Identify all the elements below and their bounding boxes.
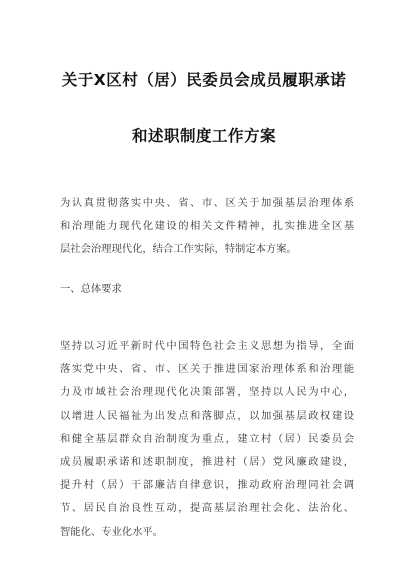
body-line: 节、居民自治良性互动，提高基层治理社会化、法治化、 — [60, 502, 354, 515]
document-title-line-1: 关于X区村（居）民委员会成员履职承诺 — [61, 71, 347, 89]
document-title-line-2: 和述职制度工作方案 — [131, 127, 276, 145]
body-line: 坚持以习近平新时代中国特色社会主义思想为指导，全面 — [60, 340, 354, 352]
body-line: 以增进人民福祉为出发点和落脚点，以加强基层政权建设 — [60, 409, 354, 422]
body-paragraph — [60, 335, 354, 544]
intro-line: 和治理能力现代化建设的相关文件精神，扎实推进全区基 — [60, 220, 354, 232]
intro-paragraph — [60, 192, 354, 261]
body-line: 成员履职承诺和述职制度，推进村（居）党风廉政建设， — [60, 455, 354, 468]
section-heading: 一、总体要求 — [60, 283, 122, 295]
body-line: 落实党中央、省、市、区关于推进国家治理体系和治理能 — [60, 363, 354, 376]
body-line: 力及市域社会治理现代化决策部署，坚持以人民为中心， — [60, 386, 354, 399]
body-line: 智能化、专业化水平。 — [60, 525, 163, 538]
intro-line: 为认真贯彻落实中央、省、市、区关于加强基层治理体系 — [60, 197, 354, 209]
body-line: 提升村（居）干部廉洁自律意识，推动政府治理同社会调 — [60, 479, 354, 492]
intro-line: 层社会治理现代化，结合工作实际，特制定本方案。 — [60, 243, 297, 255]
body-line: 和健全基层群众自治制度为重点，建立村（居）民委员会 — [60, 432, 354, 445]
